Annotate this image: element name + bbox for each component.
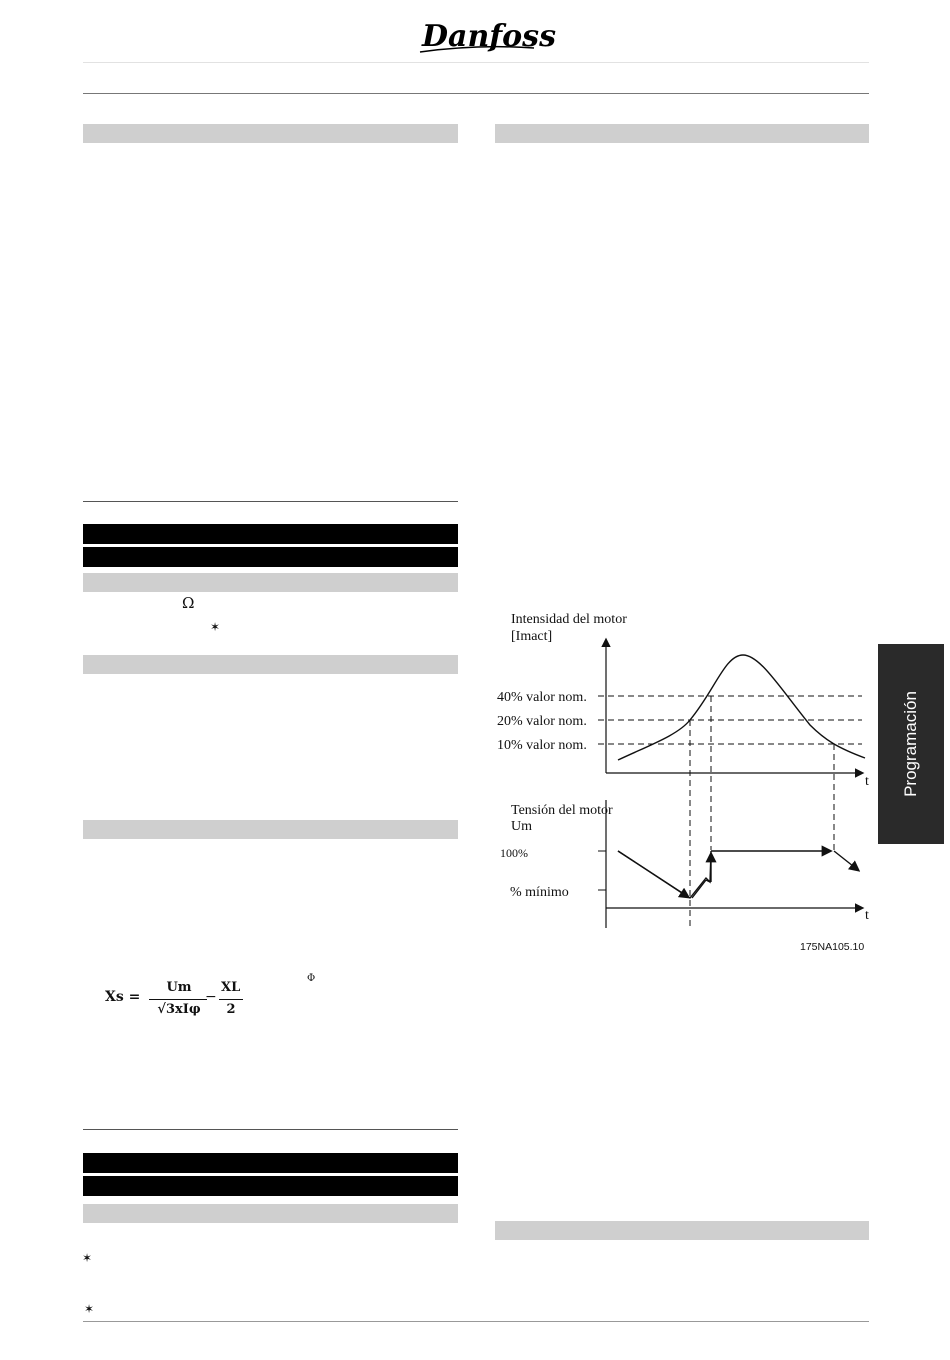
default-star-icon: ✶ <box>210 620 221 634</box>
header-rule-light <box>83 62 869 63</box>
bottom-ylabel-1: Tensión del motor <box>511 803 613 818</box>
formula-numerator: Um <box>166 980 192 995</box>
top-ylabel-2: [Imact] <box>511 629 553 644</box>
header-rule <box>83 93 869 94</box>
ohm-symbol: Ω <box>182 594 195 612</box>
section-bar <box>83 573 458 592</box>
section-bar <box>83 655 458 674</box>
top-xlabel: t <box>865 774 869 789</box>
parameter-header <box>83 524 458 544</box>
bottom-xlabel: t <box>865 908 869 923</box>
default-star-icon: ✶ <box>84 1302 95 1316</box>
section-bar <box>83 124 458 143</box>
level-label-min: % mínimo <box>510 885 569 900</box>
formula-two: 2 <box>226 1002 236 1017</box>
section-bar <box>83 1204 458 1223</box>
divider <box>83 1129 458 1130</box>
logo-text: Danfoss <box>422 19 556 54</box>
formula-lhs: Xs = <box>105 989 141 1005</box>
voltage-down-arrow <box>618 851 688 897</box>
figure-code: 175NA105.10 <box>800 941 865 953</box>
parameter-header <box>83 1153 458 1173</box>
formula-xl: XL <box>221 980 241 995</box>
side-tab-label: Programación <box>901 691 920 797</box>
reactance-formula <box>105 980 255 1020</box>
side-tab-programacion <box>878 644 944 844</box>
fraction-bar <box>149 999 207 1000</box>
voltage-ramp-arrow <box>834 851 858 870</box>
top-ylabel-1: Intensidad del motor <box>511 612 627 627</box>
level-label-40: 40% valor nom. <box>497 690 587 705</box>
level-label-100: 100% <box>500 846 528 860</box>
parameter-header <box>83 1176 458 1196</box>
fraction-bar <box>219 999 243 1000</box>
divider <box>83 501 458 502</box>
level-label-20: 20% valor nom. <box>497 714 587 729</box>
phi-symbol: Φ <box>307 973 316 984</box>
parameter-header <box>83 547 458 567</box>
footer-rule <box>83 1321 869 1322</box>
formula-minus: − <box>205 989 217 1005</box>
voltage-up-segment <box>692 880 706 898</box>
section-bar <box>83 820 458 839</box>
formula-denominator: √3xIφ <box>157 1002 201 1017</box>
default-star-icon: ✶ <box>82 1251 93 1265</box>
level-label-10: 10% valor nom. <box>497 738 587 753</box>
section-bar <box>495 124 869 143</box>
danfoss-logo <box>418 14 556 56</box>
motor-current-voltage-chart <box>490 600 875 960</box>
section-bar <box>495 1221 869 1240</box>
bottom-ylabel-2: Um <box>511 819 532 834</box>
